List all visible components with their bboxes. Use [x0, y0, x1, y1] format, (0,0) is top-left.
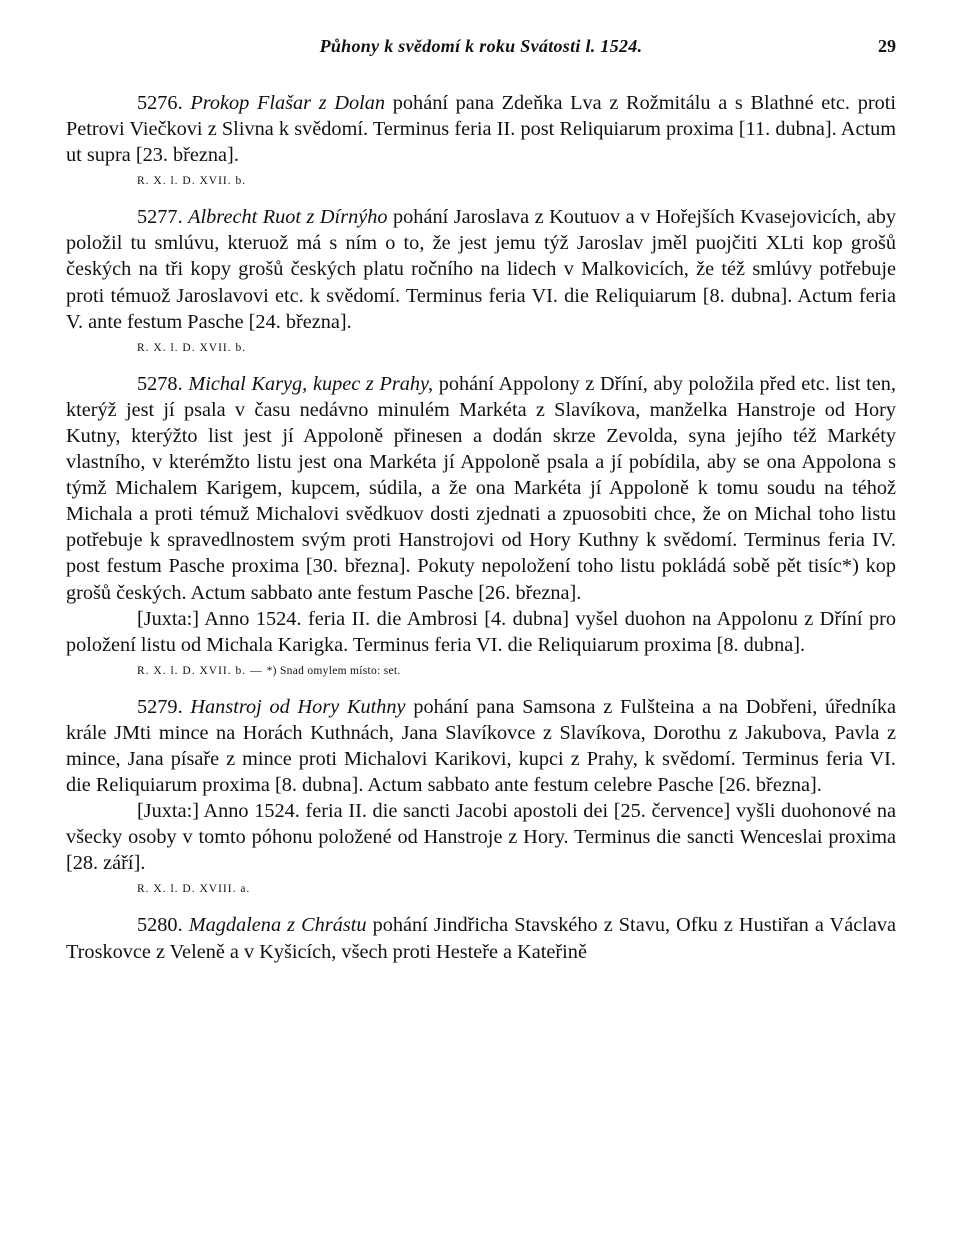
archive-reference: R. X. l. D. XVII. b.: [137, 175, 247, 188]
running-title: Půhony k svědomí k roku Svátosti l. 1524.: [319, 36, 643, 56]
entry-continuation: [Juxta:] Anno 1524. feria II. die Ambrosi [4. dubna] vyšel duohon na Appolonu z Dříní pro položení listu od Michala Karigka. Terminus feria VI. die Reliquiarum proxima [8. dubna].: [66, 607, 896, 656]
entry-plaintiff: Hanstroj od Hory Kuthny: [190, 695, 406, 718]
entry-number: 5279.: [137, 695, 183, 718]
archive-reference: R. X. l. D. XVII. b.: [137, 664, 247, 677]
entry-number: 5277.: [137, 206, 183, 229]
entry-number: 5280.: [137, 914, 183, 937]
archive-reference-with-footnote: R. X. l. D. XVII. b. — *) Snad omylem místo: set.: [137, 664, 401, 677]
entry-text: pohání Jaroslava z Koutuov a v Hořejších Kvasejovicích, aby položil tu smlúvu, kteruož má s ním o to, že jest jemu týž Jaroslav jměl puojčiti XLti kop grošů českých na tři kopy grošů českých platu ročního na lidech v Malkovicích, že též smlúvy potřebuje proti témuož Jaroslavovi etc. k svědomí. Terminus feria VI. die Reliquiarum [8. dubna]. Actum feria V. ante festum Pasche [24. března].: [66, 206, 896, 333]
entry-5277: [66, 204, 896, 334]
entry-5278: [66, 371, 896, 606]
page-number: 29: [878, 36, 896, 56]
entry-plaintiff: Magdalena z Chrástu: [188, 914, 367, 937]
body-text: [66, 90, 896, 965]
entry-text: pohání pana Samsona z Fulšteina a na Dobřeni, úředníka krále JMti mince na Horách Kuthnách, Jana Slavíkovce z Slavíkova, Dorothu z Jakubova, Pavla z mince, Jana písaře z mince proti Michalovi Karikovi, kupci z Prahy, k svědomí. Terminus feria VI. die Reliquiarum proxima [8. dubna]. Actum sabbato ante festum celebre Pasche [26. března].: [66, 695, 896, 797]
entry-number: 5278.: [137, 372, 183, 395]
archive-reference: R. X. l. D. XVII. b.: [137, 341, 247, 354]
entry-plaintiff: Prokop Flašar z Dolan: [190, 92, 386, 114]
entry-5280: [66, 912, 896, 964]
entry-5279: [66, 694, 896, 798]
entry-continuation: [Juxta:] Anno 1524. feria II. die sancti Jacobi apostoli dei [25. července] vyšli duohonové na všecky osoby v tomto póhonu položené od Hanstroje z Hory. Terminus die sancti Wenceslai proxima [28. září].: [66, 800, 896, 875]
entry-text: pohání Jindřicha Stavského z Stavu, Ofku z Hustiřan a Václava Troskovce z Veleně a v Kyšicích, všech proti Hesteře a Kateřině: [66, 914, 896, 963]
page-header: [66, 36, 896, 66]
entry-number: 5276.: [137, 92, 183, 114]
entry-5276: [66, 90, 896, 168]
entry-plaintiff: Michal Karyg, kupec z Prahy,: [188, 372, 434, 395]
footnote: *) Snad omylem místo: set.: [266, 664, 401, 677]
archive-reference: R. X. l. D. XVIII. a.: [137, 883, 251, 896]
entry-text: pohání pana Zdeňka Lva z Rožmitálu a s Blathné etc. proti Petrovi Viečkovi z Slivna k svědomí. Terminus feria II. post Reliquiarum proxima [11. dubna]. Actum ut supra [23. března].: [66, 92, 896, 167]
entry-text: pohání Appolony z Dříní, aby položila před etc. list ten, kterýž jest jí psala v času nedávno minulém Markéta z Slavíkova, manželka Hanstroje od Hory Kutny, kterýžto list jest jí Appoloně přinesen a dodán skrze Zevolda, syna jejího též Markéty vlastního, v kterémžto listu jest ona Markéta jí Appoloně psala a jí pobídila, aby se ona Appolona s týmž Michalem Karigem, kupcem, súdila, a že ona Markéta jí Appoloně k tomu soudu na téhož Michala a proti témuž Michalovi svědkuov dosti zjednati a zpuosobiti chce, že on Michal toho listu potřebuje k spravedlnostem svým proti Hanstrojovi od Hory Kuthny k svědomí. Terminus feria IV. post festum Pasche proxima [30. března]. Pokuty nepoložení toho listu pokládá sobě pět tisíc*) kop grošů českých. Actum sabbato ante festum Pasche [26. března].: [66, 372, 897, 604]
entry-plaintiff: Albrecht Ruot z Dírnýho: [188, 206, 388, 229]
